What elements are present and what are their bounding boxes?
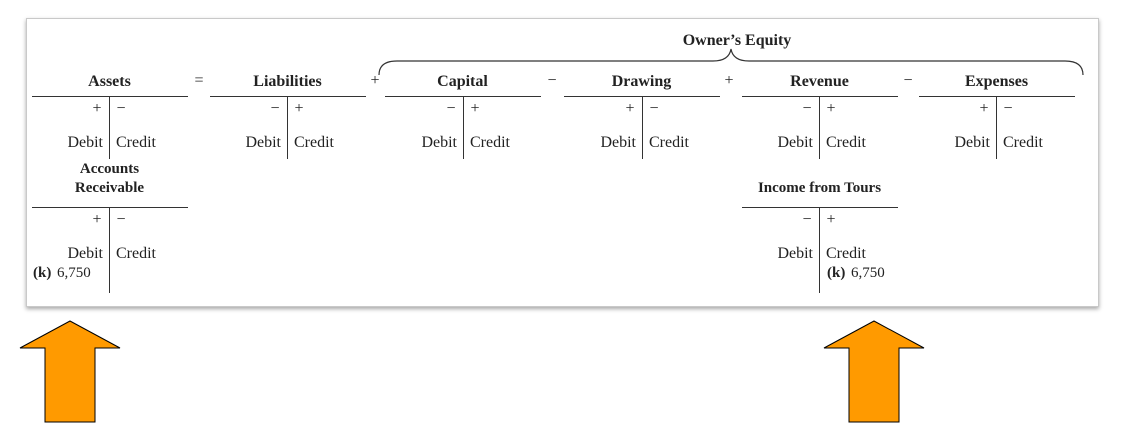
debit-sign: + xyxy=(92,211,102,228)
t-account-divider xyxy=(287,96,288,159)
t-account-divider xyxy=(109,96,110,159)
debit-sign: − xyxy=(270,100,280,117)
account-title-liabilities: Liabilities xyxy=(253,73,322,90)
credit-sign: + xyxy=(826,100,836,117)
account-title-drawing: Drawing xyxy=(611,73,672,90)
debit-label: Debit xyxy=(421,134,457,151)
account-title-capital: Capital xyxy=(437,73,488,90)
account-title-accounts-receivable: Receivable xyxy=(74,180,145,196)
t-account-divider xyxy=(996,96,997,159)
credit-label: Credit xyxy=(826,245,866,262)
t-account-line xyxy=(919,96,1075,97)
credit-sign: − xyxy=(116,211,126,228)
credit-sign: − xyxy=(116,100,126,117)
credit-sign: − xyxy=(649,100,659,117)
minus-operator: − xyxy=(547,72,557,89)
t-account-line xyxy=(32,96,188,97)
account-title-accounts-receivable: Accounts xyxy=(79,161,140,177)
account-title-expenses: Expenses xyxy=(964,73,1029,90)
t-account-line xyxy=(742,207,898,208)
account-title-assets: Assets xyxy=(88,73,131,90)
debit-sign: − xyxy=(802,100,812,117)
t-account-line xyxy=(32,207,188,208)
t-account-divider xyxy=(819,207,820,293)
minus-operator: − xyxy=(903,72,913,89)
entry-reference: (k) xyxy=(827,265,846,281)
t-account-divider xyxy=(642,96,643,159)
debit-sign: − xyxy=(446,100,456,117)
debit-sign: + xyxy=(92,100,102,117)
debit-sign: − xyxy=(802,211,812,228)
equals-operator: = xyxy=(194,72,204,89)
credit-label: Credit xyxy=(1003,134,1043,151)
t-account-divider xyxy=(819,96,820,159)
credit-label: Credit xyxy=(116,245,156,262)
debit-label: Debit xyxy=(67,245,103,262)
account-title-revenue: Revenue xyxy=(790,73,849,90)
debit-label: Debit xyxy=(67,134,103,151)
t-account-line xyxy=(210,96,366,97)
debit-sign: + xyxy=(625,100,635,117)
credit-sign: + xyxy=(826,211,836,228)
plus-operator: + xyxy=(724,72,734,89)
debit-label: Debit xyxy=(245,134,281,151)
debit-sign: + xyxy=(979,100,989,117)
owners-equity-label: Owner’s Equity xyxy=(682,32,792,49)
t-account-divider xyxy=(109,207,110,293)
credit-label: Credit xyxy=(294,134,334,151)
credit-sign: + xyxy=(294,100,304,117)
entry-amount: 6,750 xyxy=(57,265,91,281)
t-account-line xyxy=(742,96,898,97)
debit-label: Debit xyxy=(600,134,636,151)
credit-sign: − xyxy=(1003,100,1013,117)
account-title-income-from-tours: Income from Tours xyxy=(757,180,882,196)
plus-operator: + xyxy=(370,72,380,89)
credit-label: Credit xyxy=(649,134,689,151)
debit-label: Debit xyxy=(777,245,813,262)
credit-label: Credit xyxy=(826,134,866,151)
credit-sign: + xyxy=(470,100,480,117)
debit-label: Debit xyxy=(954,134,990,151)
up-arrow-icon xyxy=(18,320,124,424)
t-account-divider xyxy=(463,96,464,159)
up-arrow-icon xyxy=(822,320,928,424)
debit-label: Debit xyxy=(777,134,813,151)
entry-amount: 6,750 xyxy=(851,265,885,281)
credit-label: Credit xyxy=(116,134,156,151)
credit-label: Credit xyxy=(470,134,510,151)
entry-reference: (k) xyxy=(33,265,52,281)
t-account-panel xyxy=(26,18,1099,307)
